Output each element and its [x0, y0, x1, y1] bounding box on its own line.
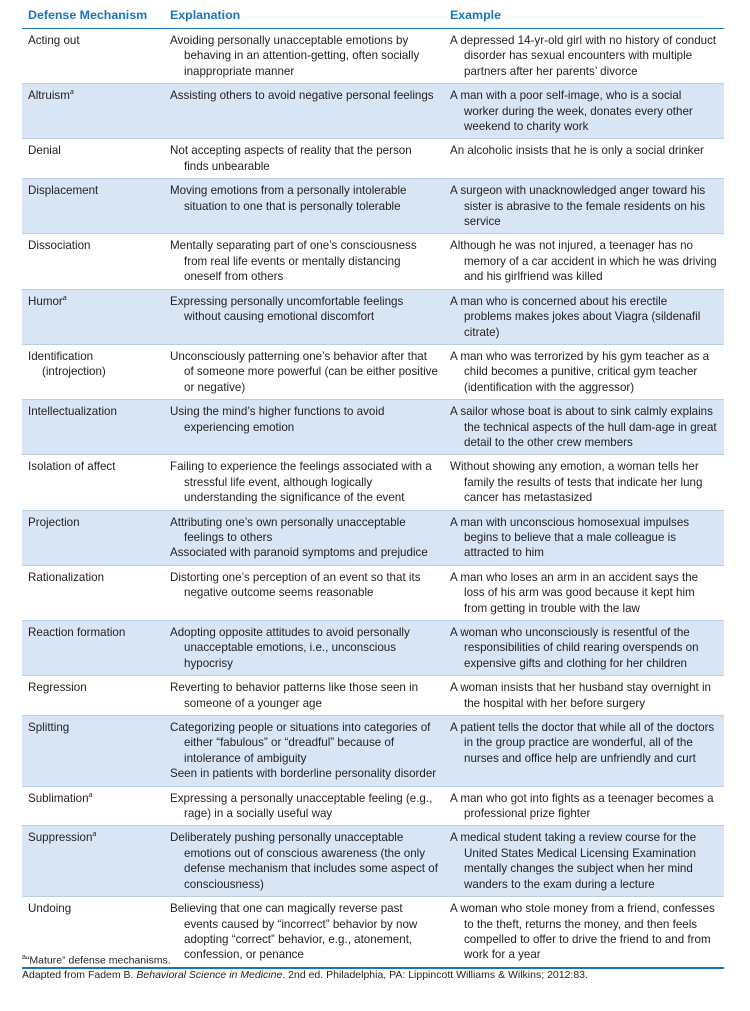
- mechanism-cell: [22, 289, 164, 344]
- example-cell: [444, 179, 724, 234]
- mature-note-text: “Mature” defense mechanisms.: [25, 954, 171, 967]
- example-cell: [444, 716, 724, 787]
- example-text: A woman insists that her husband stay overnight in the hospital with her before surgery: [450, 681, 712, 710]
- mechanism-cell: [22, 676, 164, 716]
- explanation-cell: [164, 344, 444, 399]
- example-text: A depressed 14-yr-old girl with no history of conduct disorder has sexual encounters with multiple partners after her parents’ divorce: [450, 34, 717, 78]
- example-text: A man with a poor self-image, who is a social worker during the week, donates every other weekend to charity work: [450, 89, 693, 134]
- explanation-text: Expressing a personally unacceptable feeling (e.g., rage) in a socially useful way: [170, 791, 433, 821]
- mechanism-name-text: Suppression: [28, 831, 93, 845]
- source-suffix: . 2nd ed. Philadelphia, PA: Lippincott Williams & Wilkins; 2012:83.: [282, 968, 588, 981]
- mechanism-name: [28, 404, 158, 419]
- mechanism-name-text: Undoing: [28, 902, 72, 916]
- header-mechanism: Defense Mechanism: [22, 0, 164, 29]
- explanation-text: Avoiding personally unacceptable emotions by behaving in an attention-getting, often socially inappropriate manner: [170, 34, 420, 78]
- mechanism-name: [28, 830, 158, 845]
- example-cell: [444, 400, 724, 455]
- explanation-cell: [164, 400, 444, 455]
- table-row: [22, 234, 724, 289]
- explanation-cell: [164, 234, 444, 289]
- source-title: Behavioral Science in Medicine: [136, 968, 283, 981]
- table-row: [22, 289, 724, 344]
- example-text: A man who got into fights as a teenager becomes a professional prize fighter: [450, 791, 714, 821]
- mechanism-name: [28, 294, 158, 309]
- mature-marker: a: [62, 294, 67, 302]
- example-text: A sailor whose boat is about to sink calmly explains the technical aspects of the hull dam-age in great detail to the other crew members: [450, 405, 717, 449]
- explanation-cell: [164, 676, 444, 716]
- example-cell: [444, 826, 724, 897]
- explanation-text: Expressing personally uncomfortable feelings without causing emotional discomfort: [170, 294, 404, 324]
- mechanism-name: [28, 349, 158, 380]
- mechanism-cell: [22, 786, 164, 826]
- explanation-cell: [164, 84, 444, 139]
- mechanism-cell: [22, 29, 164, 84]
- explanation-cell: [164, 455, 444, 510]
- mechanism-cell: [22, 826, 164, 897]
- mechanism-name-text: Acting out: [28, 34, 80, 47]
- mechanism-name: [28, 570, 158, 585]
- explanation-cell: [164, 565, 444, 620]
- example-text: A man who is concerned about his erectile problems makes jokes about Viagra (sildenafil citrate): [450, 294, 701, 339]
- mechanism-name-text: Rationalization: [28, 570, 105, 584]
- example-text: A surgeon with unacknowledged anger toward his sister is abrasive to the female residents on his service: [450, 184, 706, 229]
- example-cell: [444, 786, 724, 826]
- table-row: [22, 179, 724, 234]
- table-footnotes: [22, 951, 724, 982]
- explanation-text: Reverting to behavior patterns like those seen in someone of a younger age: [170, 681, 419, 710]
- explanation-text: Attributing one’s own personally unacceptable feelings to others: [170, 515, 406, 544]
- explanation-text: Unconsciously patterning one’s behavior after that of someone more powerful (can be either positive or negative): [170, 349, 438, 394]
- example-cell: [444, 234, 724, 289]
- table-row: [22, 29, 724, 84]
- mechanism-name: [28, 33, 158, 48]
- mechanism-name-text: Sublimation: [28, 791, 89, 805]
- header-example: Example: [444, 0, 724, 29]
- explanation-text: Seen in patients with borderline personality disorder: [170, 767, 437, 781]
- example-text: Although he was not injured, a teenager has no memory of a car accident in which he was driving and his girlfriend was killed: [450, 239, 717, 284]
- mechanism-name: [28, 459, 158, 474]
- example-text: A man who was terrorized by his gym teacher as a child becomes a punitive, critical gym teacher (identification with the aggressor): [450, 349, 710, 394]
- mechanism-name-text: Denial: [28, 144, 61, 158]
- explanation-cell: [164, 621, 444, 676]
- example-text: A man who loses an arm in an accident says the loss of his arm was good because it kept him from getting in trouble with the law: [450, 570, 699, 615]
- explanation-text: Believing that one can magically reverse past events caused by “incorrect” behavior by now adopting “correct” behavior, e.g., atonement, confession, or penance: [170, 902, 418, 962]
- table-row: [22, 344, 724, 399]
- mechanism-cell: [22, 344, 164, 399]
- example-text: A woman who unconsciously is resentful of the responsibilities of child rearing overspends on expensive gifts and clothing for her children: [450, 626, 699, 670]
- mechanism-name-text: Humor: [28, 294, 63, 308]
- mechanism-name-text: Identification (introjection): [28, 349, 106, 379]
- mechanism-name-text: Regression: [28, 681, 87, 695]
- explanation-text: Categorizing people or situations into categories of either “fabulous” or “dreadful” because of intolerance of ambiguity: [170, 721, 431, 765]
- example-cell: [444, 29, 724, 84]
- explanation-text: Distorting one’s perception of an event so that its negative outcome seems reasonable: [170, 570, 421, 600]
- mechanism-cell: [22, 621, 164, 676]
- example-cell: [444, 510, 724, 565]
- table-header: [22, 0, 724, 29]
- explanation-cell: [164, 139, 444, 179]
- explanation-text: Not accepting aspects of reality that the person finds unbearable: [170, 144, 412, 173]
- source-prefix: Adapted from Fadem B.: [22, 968, 137, 981]
- mechanism-cell: [22, 716, 164, 787]
- example-cell: [444, 455, 724, 510]
- table-row: [22, 400, 724, 455]
- mechanism-cell: [22, 510, 164, 565]
- explanation-cell: [164, 826, 444, 897]
- mechanism-name-text: Altruism: [28, 89, 70, 103]
- explanation-cell: [164, 716, 444, 787]
- mechanism-name-text: Reaction formation: [28, 626, 126, 639]
- mechanism-name: [28, 791, 158, 806]
- explanation-cell: [164, 786, 444, 826]
- mechanism-name-text: Isolation of affect: [28, 460, 116, 474]
- mechanism-name: [28, 901, 158, 916]
- explanation-text: Adopting opposite attitudes to avoid personally unacceptable emotions, i.e., unconscious hypocrisy: [170, 626, 410, 670]
- mechanism-name: [28, 625, 158, 640]
- explanation-cell: [164, 510, 444, 565]
- footnote-marker: a: [22, 954, 26, 961]
- mechanism-name-text: Displacement: [28, 184, 99, 198]
- example-text: A medical student taking a review course for the United States Medical Licensing Examination mentally changes the subject when her mind wanders to the exam during a lecture: [450, 831, 697, 891]
- mechanism-name: [28, 680, 158, 695]
- explanation-text: Moving emotions from a personally intolerable situation to one that is personally tolerable: [170, 184, 407, 213]
- mechanism-name: [28, 515, 158, 530]
- table-row: [22, 139, 724, 179]
- example-text: An alcoholic insists that he is only a social drinker: [450, 144, 704, 158]
- explanation-cell: [164, 29, 444, 84]
- explanation-text: Associated with paranoid symptoms and prejudice: [170, 546, 428, 560]
- example-text: Without showing any emotion, a woman tells her family the results of tests that indicate her lung cancer has metastasized: [450, 460, 703, 505]
- table-row: [22, 676, 724, 716]
- mechanism-cell: [22, 84, 164, 139]
- mechanism-cell: [22, 139, 164, 179]
- example-cell: [444, 621, 724, 676]
- example-cell: [444, 139, 724, 179]
- mechanism-name-text: Splitting: [28, 721, 70, 735]
- example-cell: [444, 84, 724, 139]
- defense-mechanisms-table: [22, 0, 724, 969]
- explanation-text: Deliberately pushing personally unacceptable emotions out of conscious awareness (the only defense mechanism that includes some aspect of consciousness): [170, 831, 438, 891]
- explanation-cell: [164, 289, 444, 344]
- table-row: [22, 565, 724, 620]
- mature-marker: a: [88, 791, 93, 799]
- example-text: A man with unconscious homosexual impulses begins to believe that a male colleague is attracted to him: [450, 515, 690, 560]
- mechanism-cell: [22, 455, 164, 510]
- example-cell: [444, 289, 724, 344]
- mechanism-name: [28, 88, 158, 103]
- example-text: A patient tells the doctor that while all of the doctors in the group practice are wonderful, all of the nurses and office help are unfriendly and curt: [450, 721, 715, 765]
- table-row: [22, 455, 724, 510]
- explanation-cell: [164, 179, 444, 234]
- mature-marker: a: [69, 89, 74, 97]
- explanation-text: Using the mind’s higher functions to avoid experiencing emotion: [170, 405, 385, 434]
- mechanism-name: [28, 238, 158, 253]
- explanation-text: Assisting others to avoid negative personal feelings: [170, 89, 434, 103]
- mature-marker: a: [92, 831, 97, 839]
- mechanism-name-text: Intellectualization: [28, 405, 117, 419]
- header-explanation: Explanation: [164, 0, 444, 29]
- table-row: [22, 826, 724, 897]
- mechanism-name-text: Projection: [28, 515, 80, 529]
- mechanism-cell: [22, 400, 164, 455]
- example-cell: [444, 676, 724, 716]
- mechanism-cell: [22, 234, 164, 289]
- table-row: [22, 786, 724, 826]
- explanation-text: Failing to experience the feelings associated with a stressful life event, although logically understanding the significance of the event: [170, 460, 432, 505]
- mechanism-name: [28, 143, 158, 158]
- defense-mechanisms-table-page: [22, 0, 724, 969]
- table-row: [22, 84, 724, 139]
- mechanism-name-text: Dissociation: [28, 239, 91, 253]
- table-row: [22, 510, 724, 565]
- source-citation: [22, 968, 724, 982]
- table-row: [22, 716, 724, 787]
- mechanism-name: [28, 183, 158, 198]
- example-text: A woman who stole money from a friend, confesses to the theft, returns the money, and then feels compelled to offer to drive the friend to and from work for a year: [450, 902, 715, 962]
- example-cell: [444, 344, 724, 399]
- explanation-text: Mentally separating part of one’s consciousness from real life events or mentally distancing oneself from others: [170, 239, 417, 284]
- header-row: [22, 0, 724, 29]
- mechanism-cell: [22, 179, 164, 234]
- example-cell: [444, 565, 724, 620]
- mechanism-name: [28, 720, 158, 735]
- table-row: [22, 621, 724, 676]
- table-body: [22, 29, 724, 968]
- mature-footnote: [22, 951, 724, 968]
- mechanism-cell: [22, 565, 164, 620]
